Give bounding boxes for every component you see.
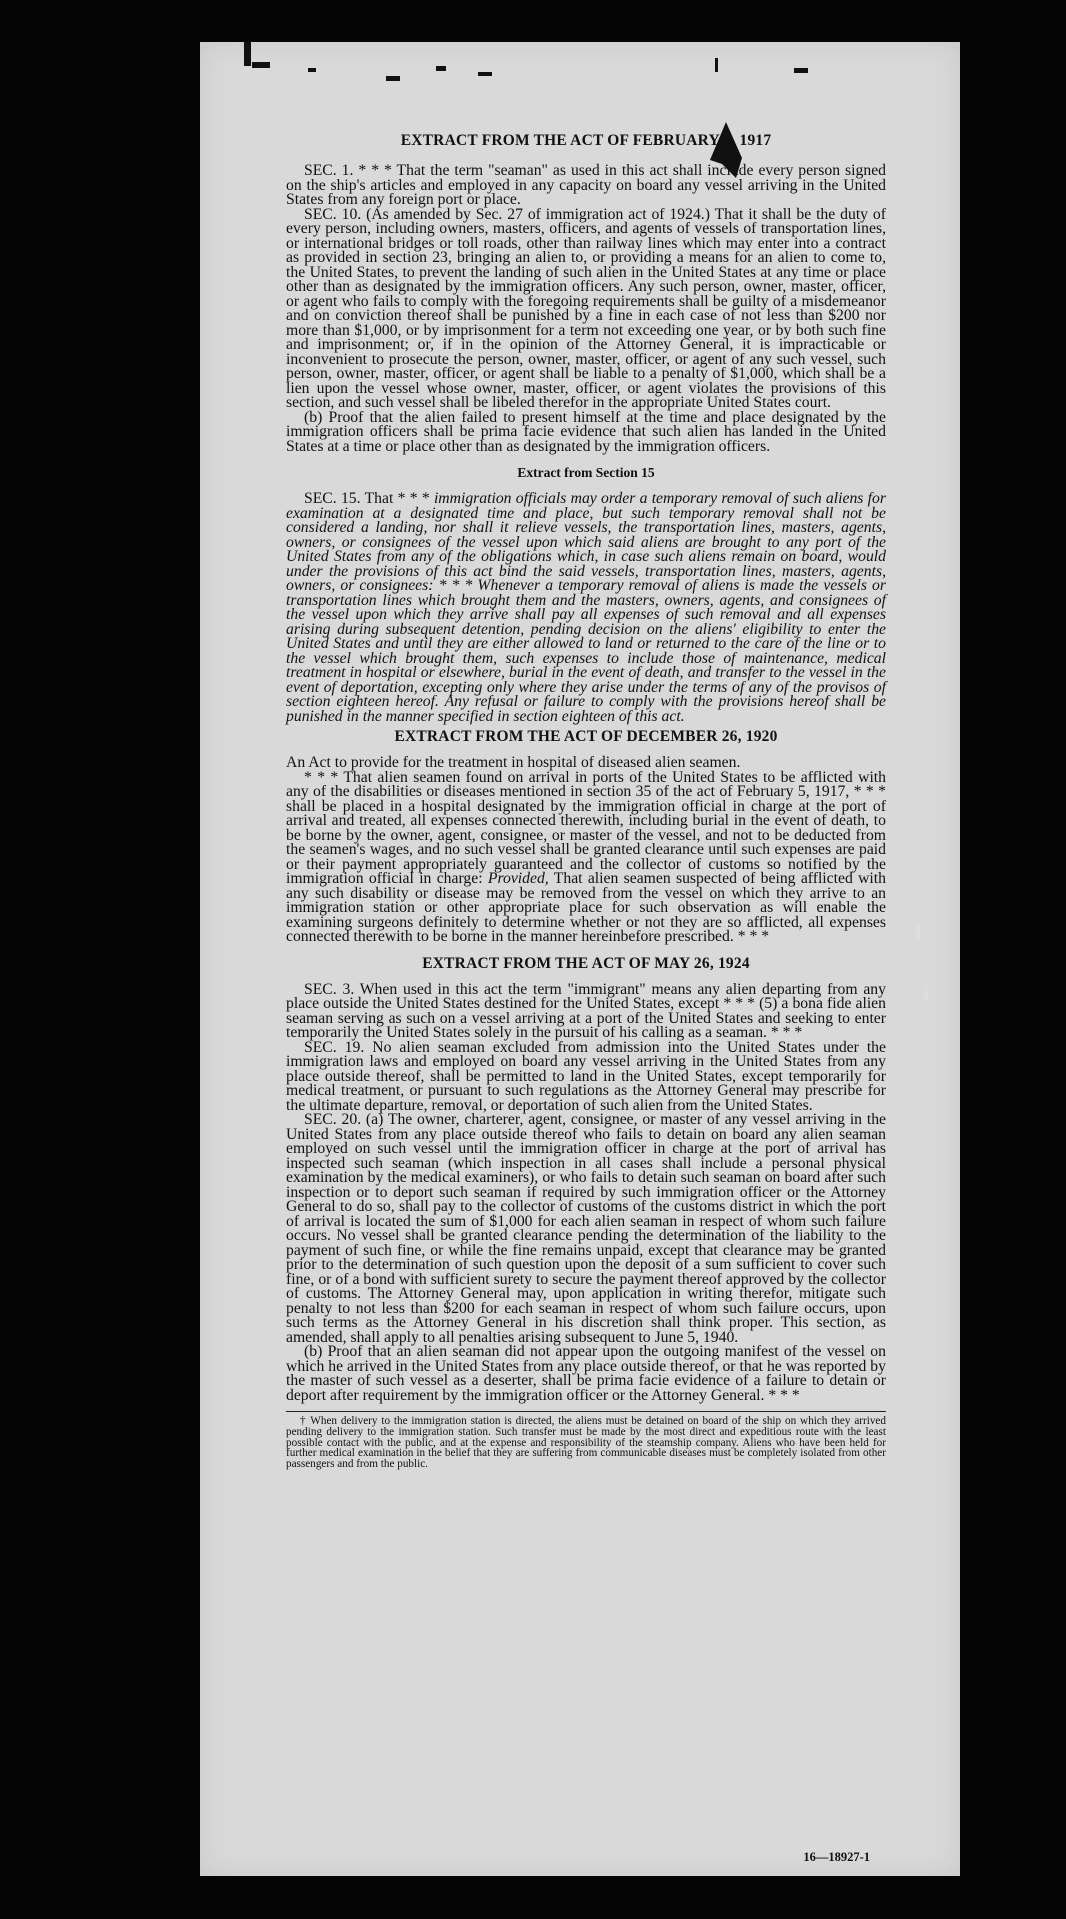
- sec-15-paragraph: [286, 492, 886, 724]
- ink-mark: [916, 925, 920, 939]
- act-1920-intro: An Act to provide for the treatment in hospital of diseased alien seamen.: [286, 754, 741, 771]
- ink-blot: [252, 62, 270, 68]
- act-1920-paragraph: [286, 768, 886, 945]
- ink-mark: [924, 985, 928, 1001]
- ink-blot: [794, 68, 808, 73]
- title-act-1920: EXTRACT FROM THE ACT OF DECEMBER 26, 1920: [394, 728, 778, 745]
- form-number: 16—18927-1: [803, 1850, 870, 1864]
- ink-blot: [478, 72, 492, 76]
- sec-20a-paragraph: SEC. 20. (a) The owner, charterer, agent, consignee, or master of any vessel arriving in the United States from any place outside thereof who fails to detain on board any alien seaman employed on such vessel until the immigration officer in charge at the port of arrival has inspected such seaman (which inspection in all cases shall include a personal physical examination by the medical examiners), or who fails to detain such seaman on board after such inspection or to deport such seaman if required by such immigration officer or the Attorney General to do so, shall pay to the collector of customs of the customs district in which the port of arrival is located the sum of $1,000 for each alien seaman in respect of whom such failure occurs. No vessel shall be granted clearance pending the determination of the liability to the payment of such fine, or while the fine remains unpaid, except that clearance may be granted prior to the determination of such question upon the deposit of a sum sufficient to cover such fine, or of a bond with sufficient surety to secure the payment thereof approved by the collector of customs. The Attorney General may, upon application in writing therefor, mitigate such penalty to not less than $200 for each seaman in respect of whom such failure occurs, upon such terms as the Attorney General in his discretion shall think proper. This section, as amended, shall apply to all penalties arising subsequent to June 5, 1940.: [286, 1111, 886, 1346]
- act-1920-body-start: * * * That alien seamen found on arrival in ports of the United States to be afflicted with any of the disabilities or diseases mentioned in section 35 of the act of February 5, 1917, * * * shall be placed in a hospital designated by the immigration official in charge at the port of arrival and treated, all expenses connected therewith, including burial in the event of death, to be borne by the owner, agent, consignee, or master of the vessel, and not to be deducted from the seamen's wages, and no such vessel shall be granted clearance until such expenses are paid or their payment appropriately guaranteed and the collector of customs so notified by the immigration official in charge:: [286, 768, 886, 887]
- act-1920-provided: Provided,: [487, 870, 549, 887]
- footnote: [286, 1416, 886, 1470]
- ink-blot: [244, 42, 251, 66]
- document-text: [286, 132, 886, 1470]
- title-act-1924: EXTRACT FROM THE ACT OF MAY 26, 1924: [422, 954, 750, 972]
- footnote-text: † When delivery to the immigration station is directed, the aliens must be detained on board of the ship on which they arrived pending delivery to the immigration station. Such transfer must be made by the most direct and expeditious route with the least possible contact with the public, and at the expense and responsibility of the steamship company. Aliens who have been held for further medical examination in the belief that they are suffering from communicable diseases must be completely isolated from other passengers and from the public.: [286, 1415, 886, 1471]
- title-act-1917: EXTRACT FROM THE ACT OF FEBRUARY 5, 1917: [400, 132, 772, 149]
- sec-19-paragraph: SEC. 19. No alien seaman excluded from admission into the United States under the immigration laws and employed on board any vessel arriving in the United States from any place outside thereof, shall be permitted to land in the United States, except temporarily for medical treatment, or pursuant to such regulations as the Attorney General may prescribe for the ultimate departure, removal, or deportation of such alien from the United States.: [286, 1038, 886, 1114]
- title-section-15: Extract from Section 15: [517, 465, 655, 480]
- act-1920-body-end: That alien seamen suspected of being afflicted with any such disability or disease may be removed from the vessel on which they arrive to an immigration station or other appropriate place for such observation as will enable the examining surgeons definitely to determine whether or not they are so afflicted, all expenses connected therewith to be borne in the manner hereinbefore prescribed. * * *: [286, 870, 886, 945]
- ink-blot: [308, 68, 316, 72]
- document-page: [200, 42, 960, 1876]
- ink-blot: [715, 58, 718, 72]
- ink-blot: [436, 66, 446, 71]
- sec-3-paragraph: SEC. 3. When used in this act the term "immigrant" means any alien departing from any place outside the United States destined for the United States, except * * * (5) a bona fide alien seaman serving as such on a vessel arriving at a port of the United States and seeking to enter temporarily the United States solely in the pursuit of his calling as a seaman. * * *: [286, 980, 886, 1041]
- ink-blot: [386, 76, 400, 81]
- sec-1-paragraph: SEC. 1. * * * That the term "seaman" as used in this act shall include every person signed on the ship's articles and employed in any capacity on board any vessel arriving in the United States from any foreign port or place.: [286, 162, 886, 208]
- footnote-divider: [286, 1411, 886, 1412]
- sec-15-lead: SEC. 15. That * * *: [304, 490, 430, 507]
- sec-10-paragraph: SEC. 10. (As amended by Sec. 27 of immigration act of 1924.) That it shall be the duty of every person, including owners, masters, officers, and agents of vessels of transportation lines, or international bridges or toll roads, other than railway lines which may enter into a contract as provided in section 23, bringing an alien to, or providing a means for an alien to come to, the United States, to prevent the landing of such alien in the United States at any time or place other than as designated by the immigration officers. Any such person, owner, master, officer, or agent who fails to comply with the foregoing requirements shall be guilty of a misdemeanor and on conviction thereof shall be punished by a fine in each case of not less than $200 nor more than $1,000, or by imprisonment for a term not exceeding one year, or by both such fine and imprisonment; or, if in the opinion of the Attorney General, it is impracticable or inconvenient to prosecute the person, owner, master, officer, or agent of any such vessel, such person, owner, master, officer, or agent shall be liable to a penalty of $1,000, which shall be a lien upon the vessel whose owner, master, officer, or agent violates the provisions of this section, and such vessel shall be libeled therefor in the appropriate United States court.: [286, 205, 886, 411]
- sec-10b-paragraph: (b) Proof that the alien failed to present himself at the time and place designated by the immigration officers shall be prima facie evidence that such alien has landed in the United States at a time or place other than as designated by the immigration officers.: [286, 408, 886, 455]
- sec-15-body: immigration officials may order a temporary removal of such aliens for examination at a designated time and place, but such temporary removal shall not be considered a landing, nor shall it relieve vessels, the transportation lines, masters, agents, owners, or consignees of the vessel upon which said aliens are brought to any port of the United States from any of the obligations which, in case such aliens remain on board, would under the provisions of this act bind the said vessels, transportation lines, masters, agents, owners, or consignees: * * * Whenever a temporary removal of aliens is made the vessels or transportation lines which brought them and the masters, owners, agents, and consignees of the vessel upon which they arrive shall pay all expenses of such removal and all expenses arising during subsequent detention, pending decision on the aliens' eligibility to enter the United States and until they are either allowed to land or returned to the care of the line or to the vessel which brought them, such expenses to include those of maintenance, medical treatment in hospital or elsewhere, burial in the event of death, and transfer to the vessel in the event of deportation, excepting only where they arise under the terms of any of the provisos of section eighteen hereof. Any refusal or failure to comply with the provisions hereof shall be punished in the manner specified in section eighteen of this act.: [286, 490, 886, 725]
- sec-20b-paragraph: (b) Proof that an alien seaman did not appear upon the outgoing manifest of the vessel on which he arrived in the United States from any place outside thereof, or that he was reported by the master of such vessel as a deserter, shall be prima facie evidence of a failure to detain or deport after requirement by the immigration officer or the Attorney General. * * *: [286, 1343, 886, 1404]
